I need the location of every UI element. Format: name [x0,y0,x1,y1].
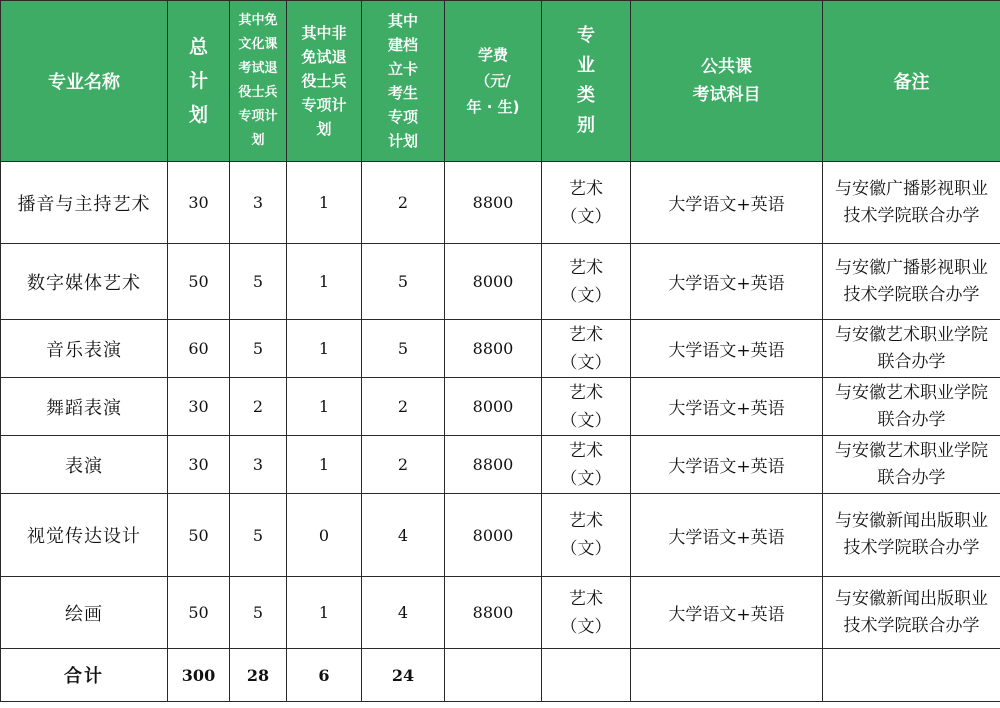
poverty-cell: 2 [362,162,445,244]
note-empty-cell [823,649,1000,702]
category-line: （文） [560,206,612,227]
category-line: 艺术 [569,324,603,345]
note-line: 技术学院联合办学 [843,205,980,226]
tuition-cell: 8800 [445,320,542,378]
category-cell [542,436,631,494]
header-category-line: 业 [577,55,595,76]
poverty-cell: 4 [362,494,445,577]
public-course-cell: 大学语文+英语 [631,436,823,494]
tuition-cell: 8000 [445,494,542,577]
nonexempt-cell: 1 [287,577,362,649]
note-line: 技术学院联合办学 [843,284,980,305]
note-line: 技术学院联合办学 [843,615,980,636]
nonexempt-cell: 1 [287,320,362,378]
total-row [1,649,1000,702]
major-name-cell: 数字媒体艺术 [1,244,168,320]
header-nonexempt-line: 免试退 [301,48,347,66]
header-tuition-line: 学费 [477,46,508,64]
total-plan-cell: 50 [168,494,230,577]
note-line: 联合办学 [877,409,946,430]
note-line: 与安徽广播影视职业 [835,178,988,199]
category-cell [542,378,631,436]
header-poverty-plan [362,1,445,162]
header-category-line: 专 [577,25,595,46]
total-plan-cell: 30 [168,378,230,436]
header-major-name: 专业名称 [1,1,168,162]
exempt-cell: 2 [230,378,287,436]
major-name-cell: 舞蹈表演 [1,378,168,436]
category-line: 艺术 [569,588,603,609]
header-public-course-line: 考试科目 [692,85,761,105]
public-course-cell: 大学语文+英语 [631,378,823,436]
category-cell [542,577,631,649]
table-row [1,436,1000,494]
note-cell [823,244,1000,320]
public-course-cell: 大学语文+英语 [631,577,823,649]
category-line: （文） [560,468,612,489]
public-course-cell: 大学语文+英语 [631,244,823,320]
table-row [1,162,1000,244]
header-total-plan [168,1,230,162]
header-nonexempt-line: 划 [316,120,332,138]
category-cell [542,244,631,320]
header-nonexempt-line: 专项计 [301,96,347,114]
exempt-cell: 3 [230,162,287,244]
major-name-cell: 音乐表演 [1,320,168,378]
poverty-cell: 4 [362,577,445,649]
header-exempt-line: 划 [251,133,265,148]
nonexempt-sum-cell: 6 [287,649,362,702]
poverty-cell: 5 [362,320,445,378]
note-cell [823,436,1000,494]
category-cell [542,494,631,577]
exempt-cell: 5 [230,320,287,378]
poverty-cell: 2 [362,378,445,436]
header-exempt-line: 文化课 [238,37,278,52]
category-line: （文） [560,352,612,373]
header-total-plan-line: 划 [188,104,208,126]
note-cell [823,378,1000,436]
tuition-cell: 8800 [445,577,542,649]
header-nonexempt-line: 役士兵 [301,72,347,90]
exempt-cell: 5 [230,244,287,320]
major-name-cell: 视觉传达设计 [1,494,168,577]
category-line: 艺术 [569,178,603,199]
category-line: （文） [560,285,612,306]
total-plan-cell: 60 [168,320,230,378]
nonexempt-cell: 1 [287,244,362,320]
exempt-sum-cell: 28 [230,649,287,702]
major-name-cell: 表演 [1,436,168,494]
poverty-cell: 2 [362,436,445,494]
category-empty-cell [542,649,631,702]
major-name-cell: 播音与主持艺术 [1,162,168,244]
table-row [1,378,1000,436]
header-tuition-line: （元/ [475,72,511,90]
total-plan-sum-cell: 300 [168,649,230,702]
header-tuition [445,1,542,162]
category-cell [542,320,631,378]
header-poverty-line: 立卡 [387,60,418,78]
total-plan-cell: 30 [168,436,230,494]
header-nonexempt-line: 其中非 [301,24,347,42]
major-name-cell: 绘画 [1,577,168,649]
header-tuition-line: 年 · 生) [466,98,520,116]
header-poverty-line: 其中 [387,12,418,30]
header-category-line: 别 [577,115,595,136]
note-line: 与安徽新闻出版职业 [835,511,988,531]
header-exempt-veterans [230,1,287,162]
nonexempt-cell: 1 [287,436,362,494]
header-exempt-line: 其中免 [238,13,278,28]
header-total-plan-line: 计 [188,70,208,92]
table-row [1,577,1000,649]
note-line: 与安徽艺术职业学院 [835,382,988,403]
table-row [1,244,1000,320]
category-line: （文） [560,616,612,637]
note-line: 联合办学 [877,467,946,488]
header-category [542,1,631,162]
poverty-sum-cell: 24 [362,649,445,702]
header-total-plan-line: 总 [188,36,208,58]
tuition-empty-cell [445,649,542,702]
note-cell [823,320,1000,378]
note-line: 技术学院联合办学 [843,538,980,558]
note-line: 联合办学 [877,351,946,372]
public-course-cell: 大学语文+英语 [631,320,823,378]
header-exempt-line: 专项计 [238,109,278,124]
total-plan-cell: 50 [168,577,230,649]
nonexempt-cell: 0 [287,494,362,577]
total-plan-cell: 50 [168,244,230,320]
note-cell [823,162,1000,244]
tuition-cell: 8800 [445,162,542,244]
exempt-cell: 5 [230,494,287,577]
note-cell [823,577,1000,649]
note-line: 与安徽广播影视职业 [835,257,988,278]
category-line: （文） [560,410,612,431]
tuition-cell: 8000 [445,378,542,436]
header-poverty-line: 专项 [387,108,418,126]
header-poverty-line: 计划 [387,132,418,150]
category-line: 艺术 [569,382,603,403]
category-line: 艺术 [569,257,603,278]
header-public-course [631,1,823,162]
public-course-cell: 大学语文+英语 [631,494,823,577]
category-line: 艺术 [569,511,603,531]
nonexempt-cell: 1 [287,162,362,244]
exempt-cell: 5 [230,577,287,649]
tuition-cell: 8800 [445,436,542,494]
header-row [1,1,1000,162]
total-label-cell: 合计 [1,649,168,702]
public-course-empty-cell [631,649,823,702]
header-nonexempt-veterans [287,1,362,162]
header-public-course-line: 公共课 [701,57,752,77]
note-cell [823,494,1000,577]
header-poverty-line: 考生 [387,84,418,102]
category-line: 艺术 [569,440,603,461]
note-line: 与安徽新闻出版职业 [835,588,988,609]
total-plan-cell: 30 [168,162,230,244]
poverty-cell: 5 [362,244,445,320]
exempt-cell: 3 [230,436,287,494]
note-line: 与安徽艺术职业学院 [835,440,988,461]
nonexempt-cell: 1 [287,378,362,436]
note-line: 与安徽艺术职业学院 [835,324,988,345]
category-cell [542,162,631,244]
header-exempt-line: 役士兵 [238,85,278,100]
header-exempt-line: 考试退 [238,61,278,76]
header-note: 备注 [823,1,1000,162]
header-category-line: 类 [577,85,595,106]
public-course-cell: 大学语文+英语 [631,162,823,244]
category-line: （文） [560,539,612,559]
table-row [1,494,1000,577]
tuition-cell: 8000 [445,244,542,320]
table-row [1,320,1000,378]
header-poverty-line: 建档 [387,36,418,54]
